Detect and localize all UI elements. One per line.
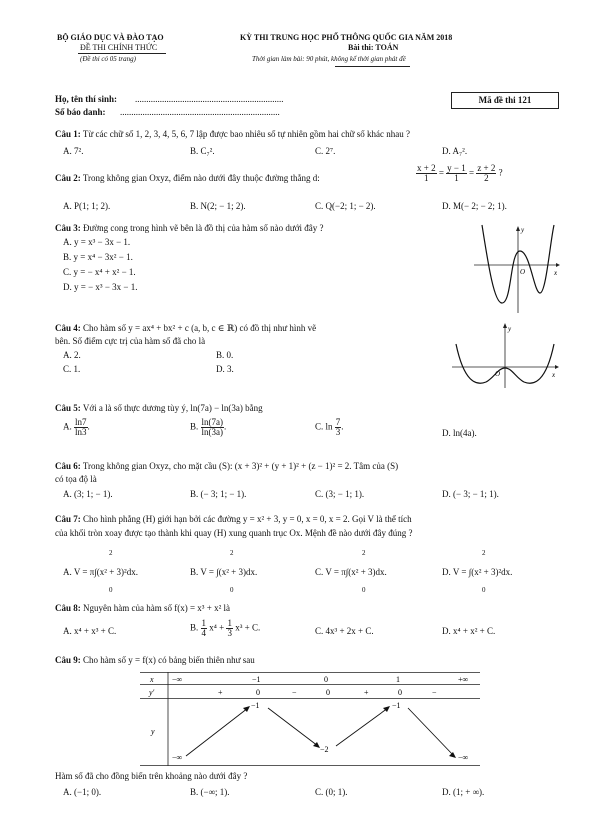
q4-option-b: B. 0. xyxy=(216,350,234,360)
q7-option-b: B. V = ∫(x² + 3)dx. xyxy=(190,567,258,577)
table-y-label: y xyxy=(151,727,155,736)
q3-graph xyxy=(472,223,562,315)
q4-option-d: D. 3. xyxy=(216,364,234,374)
subject-label: Bài thi: TOÁN xyxy=(348,43,399,52)
student-id-dots: ....................................................................... xyxy=(120,107,280,117)
table-x-one: 1 xyxy=(396,675,400,684)
q4-y-axis-label: y xyxy=(508,325,512,333)
table-y-max-left: −1 xyxy=(251,701,260,710)
q3-origin-label: O xyxy=(520,268,526,276)
q2-line-equation: $\frac{x + 2}{1}$ = $\frac{y - 1}{1}$ = $\frac{z + 2}{2}$ ? xyxy=(417,163,503,183)
q3-y-axis-label: y xyxy=(521,226,525,234)
student-name-dots: .................................................................. xyxy=(135,94,284,104)
q9-option-c: C. (0; 1). xyxy=(315,787,348,797)
question-9 xyxy=(55,655,255,665)
table-arrow-up-1 xyxy=(186,708,248,756)
student-id-label: Số báo danh: xyxy=(55,107,106,117)
question-4-line1 xyxy=(55,323,316,334)
q4-graph xyxy=(450,320,562,390)
question-1 xyxy=(55,129,410,139)
table-arrow-down-1 xyxy=(268,708,318,746)
q1-option-d: D. A₇². xyxy=(442,146,468,156)
exam-code-box: Mã đề thi 121 xyxy=(451,92,559,109)
question-4-label: Câu 4: xyxy=(55,323,81,333)
q9-option-b: B. (−∞; 1). xyxy=(190,787,230,797)
q1-option-c: C. 2⁷. xyxy=(315,146,336,156)
q9-option-d: D. (1; + ∞). xyxy=(442,787,485,797)
q7-upper-bound-c: 2 xyxy=(362,549,366,557)
question-3-label: Câu 3: xyxy=(55,223,81,233)
question-1-label: Câu 1: xyxy=(55,129,81,139)
header-underline-right xyxy=(335,66,410,67)
table-sign-1: + xyxy=(218,688,223,697)
question-8 xyxy=(55,603,230,613)
q6-option-d: D. (− 3; − 1; 1). xyxy=(442,489,499,499)
q9-option-a: A. (−1; 0). xyxy=(63,787,102,797)
q6-option-a: A. (3; 1; − 1). xyxy=(63,489,113,499)
question-5-label: Câu 5: xyxy=(55,403,81,413)
q7-option-a: A. V = π∫(x² + 3)²dx. xyxy=(63,567,138,577)
question-3 xyxy=(55,223,324,233)
q3-option-a: A. y = x³ − 3x − 1. xyxy=(63,237,131,247)
q1-option-a: A. 7². xyxy=(63,146,84,156)
question-5-text: Với a là số thực dương tùy ý, ln(7a) − ln(3a) bằng xyxy=(82,403,263,413)
question-9-text: Cho hàm số y = f(x) có bảng biến thiên như sau xyxy=(83,655,255,665)
q2-option-c: C. Q(−2; 1; − 2). xyxy=(315,201,376,211)
pages-note: (Đề thi có 05 trang) xyxy=(80,55,136,63)
question-1-text: Từ các chữ số 1, 2, 3, 4, 5, 6, 7 lập được bao nhiêu số tự nhiên gồm hai chữ số khác nhau ? xyxy=(82,129,410,139)
variation-table xyxy=(140,672,480,766)
q2-option-d: D. M(− 2; − 2; 1). xyxy=(442,201,507,211)
question-3-text: Đường cong trong hình vẽ bên là đồ thị của hàm số nào dưới đây ? xyxy=(83,223,324,233)
table-y-min: −2 xyxy=(320,745,329,754)
question-6-text1: Trong không gian Oxyz, cho mặt cầu (S): (x + 3)² + (y + 1)² + (z − 1)² = 2. Tâm của (S) xyxy=(82,461,399,471)
q7-option-c: C. V = π∫(x² + 3)dx. xyxy=(315,567,387,577)
q7-lower-bound-c: 0 xyxy=(362,586,366,594)
table-y-neg-inf-left: −∞ xyxy=(172,753,183,762)
q7-upper-bound-d: 2 xyxy=(482,549,486,557)
q8-option-d: D. x⁴ + x² + C. xyxy=(442,626,496,636)
question-5 xyxy=(55,403,263,413)
table-x-minus-one: −1 xyxy=(252,675,261,684)
header-underline-left xyxy=(78,53,166,54)
question-6-line1 xyxy=(55,461,398,471)
q5-option-c: C. ln $\frac{7}{3}$ . xyxy=(315,417,344,437)
ministry-name: BỘ GIÁO DỤC VÀ ĐÀO TẠO xyxy=(57,33,164,42)
table-arrow-down-2 xyxy=(408,708,454,756)
q7-upper-bound-a: 2 xyxy=(109,549,113,557)
q8-option-a: A. x⁴ + x³ + C. xyxy=(63,626,117,636)
q6-option-b: B. (− 3; 1; − 1). xyxy=(190,489,247,499)
q3-option-b: B. y = x⁴ − 3x² − 1. xyxy=(63,252,133,262)
table-x-label: x xyxy=(150,675,154,684)
question-7-text2: của khối tròn xoay được tạo thành khi quay (H) xung quanh trục Ox. Mệnh đề nào dưới đây đúng ? xyxy=(55,528,413,538)
q2-option-b: B. N(2; − 1; 2). xyxy=(190,201,246,211)
table-x-zero: 0 xyxy=(324,675,328,684)
table-yprime-label: y' xyxy=(149,688,155,697)
table-y-max-right: −1 xyxy=(392,701,401,710)
q7-lower-bound-b: 0 xyxy=(230,586,234,594)
question-7-label: Câu 7: xyxy=(55,514,81,524)
q8-option-c: C. 4x³ + 2x + C. xyxy=(315,626,374,636)
q6-option-c: C. (3; − 1; 1). xyxy=(315,489,365,499)
q4-option-c: C. 1. xyxy=(63,364,81,374)
question-8-text: Nguyên hàm của hàm số f(x) = x³ + x² là xyxy=(83,603,231,613)
q4-origin-label: O xyxy=(495,370,501,378)
question-2 xyxy=(55,173,320,183)
table-sign-6: 0 xyxy=(398,688,402,697)
q7-option-d: D. V = ∫(x² + 3)²dx. xyxy=(442,567,513,577)
table-arrow-up-2 xyxy=(336,708,388,746)
question-8-label: Câu 8: xyxy=(55,603,81,613)
question-7-line1 xyxy=(55,514,412,524)
q7-lower-bound-d: 0 xyxy=(482,586,486,594)
q3-option-d: D. y = − x³ − 3x − 1. xyxy=(63,282,138,292)
question-4-text2: bên. Số điểm cực trị của hàm số đã cho là xyxy=(55,336,206,346)
q7-lower-bound-a: 0 xyxy=(109,586,113,594)
question-4-text1: Cho hàm số y = ax⁴ + bx² + c (a, b, c ∈ ℝ) có đồ thị như hình vẽ xyxy=(83,323,317,333)
table-sign-2: 0 xyxy=(256,688,260,697)
q7-upper-bound-b: 2 xyxy=(230,549,234,557)
exam-title: KỲ THI TRUNG HỌC PHỔ THÔNG QUỐC GIA NĂM 2018 xyxy=(240,33,453,42)
question-9-label: Câu 9: xyxy=(55,655,81,665)
question-7-text1: Cho hình phẳng (H) giới hạn bởi các đường y = x² + 3, y = 0, x = 0, x = 2. Gọi V là thể tích xyxy=(83,514,412,524)
table-x-neg-inf: −∞ xyxy=(172,675,183,684)
q5-option-b: B. $\frac{\ln(7a)}{\ln(3a)}$ . xyxy=(190,417,227,437)
question-9-question: Hàm số đã cho đồng biến trên khoảng nào dưới đây ? xyxy=(55,771,248,781)
table-x-pos-inf: +∞ xyxy=(458,675,469,684)
q5-option-a: A. $\frac{\ln 7}{\ln 3}$ . xyxy=(63,417,90,437)
question-6-text2: có tọa độ là xyxy=(55,474,97,484)
official-label: ĐỀ THI CHÍNH THỨC xyxy=(80,43,158,52)
q5-option-d: D. ln(4a). xyxy=(442,428,477,438)
table-sign-4: 0 xyxy=(326,688,330,697)
q8-option-b: B. $\frac{1}{4}$ x⁴ + $\frac{1}{3}$ x³ + C. xyxy=(190,618,261,638)
table-sign-5: + xyxy=(364,688,369,697)
q3-option-c: C. y = − x⁴ + x² − 1. xyxy=(63,267,136,277)
q1-option-b: B. C₇². xyxy=(190,146,215,156)
question-2-text: Trong không gian Oxyz, điểm nào dưới đây thuộc đường thẳng d: xyxy=(82,173,320,183)
time-note: Thời gian làm bài: 90 phút, không kể thời gian phát đề xyxy=(252,55,406,63)
q4-option-a: A. 2. xyxy=(63,350,81,360)
question-2-label: Câu 2: xyxy=(55,173,81,183)
q4-x-axis-label: x xyxy=(552,371,556,379)
q2-option-a: A. P(1; 1; 2). xyxy=(63,201,111,211)
table-y-neg-inf-right: −∞ xyxy=(458,753,469,762)
q3-x-axis-label: x xyxy=(554,269,558,277)
table-sign-7: − xyxy=(432,688,437,697)
question-6-label: Câu 6: xyxy=(55,461,81,471)
table-sign-3: − xyxy=(292,688,297,697)
student-name-label: Họ, tên thí sinh: xyxy=(55,94,118,104)
